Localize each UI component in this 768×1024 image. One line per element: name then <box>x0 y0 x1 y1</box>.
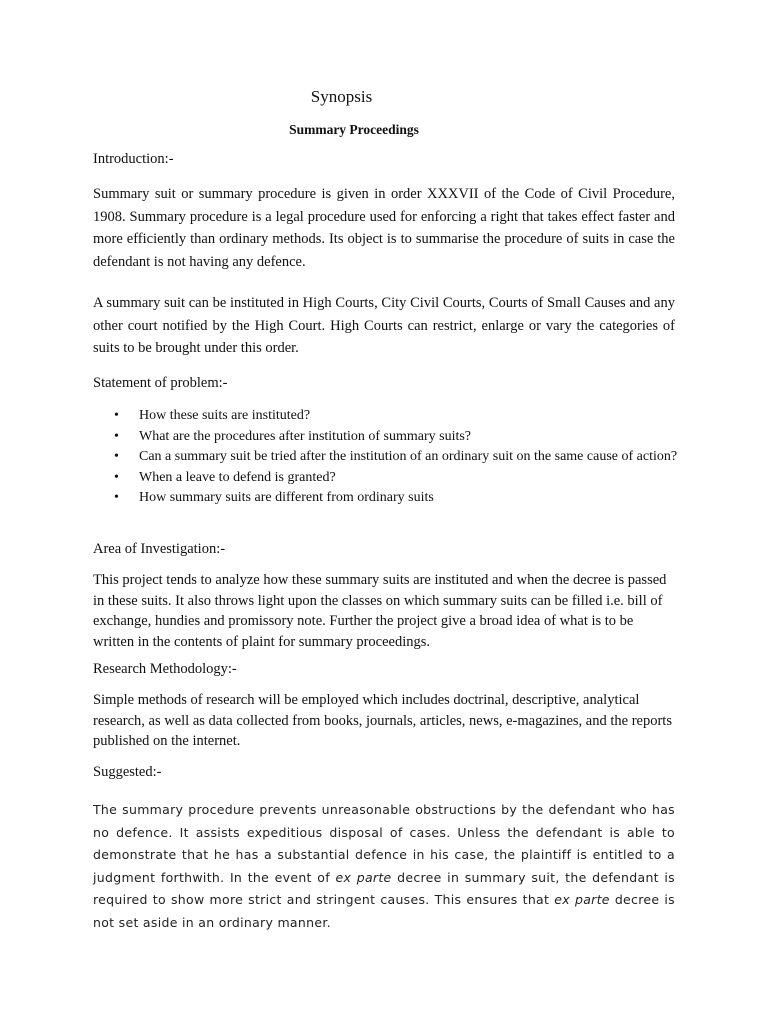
suggested-paragraph <box>93 799 675 934</box>
list-item-text: When a leave to defend is granted? <box>139 469 336 485</box>
list-item <box>93 488 683 507</box>
document-subtitle: Summary Proceedings <box>289 122 419 137</box>
list-item <box>93 406 683 425</box>
bullet-icon: • <box>114 408 119 423</box>
area-of-investigation-paragraph: This project tends to analyze how these summary suits are instituted and when the decree is passed in these suits. It also throws light upon the classes on which summary suits can be filled i.e. bill of exchange, hundies and promissory note. Further the project give a broad idea of what is to be written in the contents of plaint for summary proceedings. <box>93 572 667 650</box>
introduction-paragraph-1: Summary suit or summary procedure is given in order XXXVII of the Code of Civil Procedure, 1908. Summary procedure is a legal procedure used for enforcing a right that takes effect faster and more efficiently than ordinary methods. Its object is to summarise the procedure of suits in case the defendant is not having any defence. <box>93 186 675 270</box>
introduction-heading: Introduction:- <box>93 151 174 167</box>
ex-parte-italic-2: ex parte <box>554 892 610 907</box>
area-of-investigation-heading: Area of Investigation:- <box>93 541 226 557</box>
research-methodology-paragraph: Simple methods of research will be employed which includes doctrinal, descriptive, analytical research, as well as data collected from books, journals, articles, news, e-magazines, and the reports published on the internet. <box>93 692 672 749</box>
list-item-text: Can a summary suit be tried after the institution of an ordinary suit on the same cause of action? <box>139 449 678 464</box>
list-item <box>93 447 683 466</box>
suggested-text-part-1: The summary procedure prevents unreasonable obstructions by the defendant who has no defence. It assists expeditious disposal of cases. Unless the defendant is able to demonstrate that he has a substantial defence in his case, the plaintiff is entitled to a judgment forthwith. In the event of <box>93 802 675 885</box>
list-item-text: How summary suits are different from ordinary suits <box>139 490 434 505</box>
research-methodology-heading: Research Methodology:- <box>93 661 237 677</box>
list-item-text: How these suits are instituted? <box>139 408 311 423</box>
list-item-text: What are the procedures after institution of summary suits? <box>139 428 472 444</box>
bullet-icon: • <box>114 469 119 485</box>
suggested-text-part-3: decree is not set aside in an ordinary manner. <box>93 892 675 930</box>
bullet-icon: • <box>114 490 119 505</box>
problem-list <box>93 406 683 509</box>
suggested-heading: Suggested:- <box>93 764 162 780</box>
list-item <box>93 468 683 487</box>
introduction-paragraph-2: A summary suit can be instituted in High Courts, City Civil Courts, Courts of Small Causes and any other court notified by the High Court. High Courts can restrict, enlarge or vary the categories of suits to be brought under this order. <box>93 295 675 356</box>
list-item <box>93 427 683 446</box>
bullet-icon: • <box>114 428 119 444</box>
suggested-text-part-2: decree in summary suit, the defendant is required to show more strict and stringent causes. This ensures that <box>93 869 675 907</box>
bullet-icon: • <box>114 449 119 464</box>
statement-of-problem-heading: Statement of problem:- <box>93 375 228 391</box>
ex-parte-italic-1: ex parte <box>335 869 392 885</box>
document-title: Synopsis <box>310 87 373 106</box>
